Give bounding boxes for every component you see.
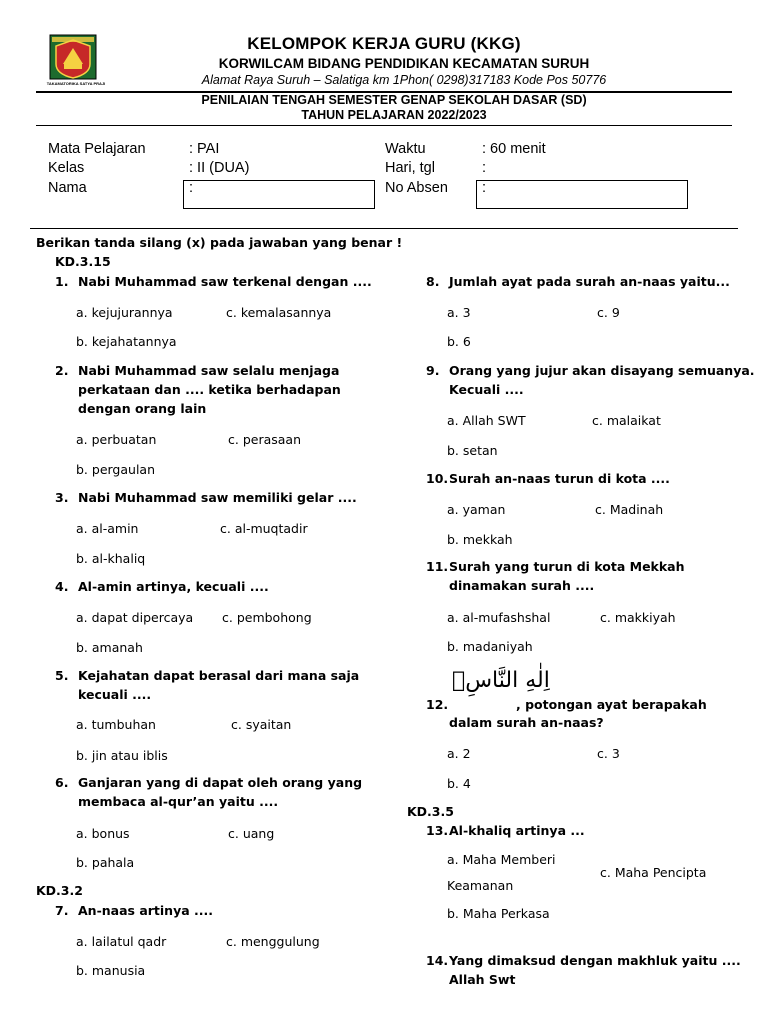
q6-text-line2: membaca al-qur’an yaitu .... bbox=[78, 794, 279, 809]
info-divider bbox=[30, 228, 738, 229]
q5-option-b[interactable]: b. jin atau iblis bbox=[76, 748, 168, 763]
q9-option-a[interactable]: a. Allah SWT bbox=[447, 413, 526, 428]
section-kd32: KD.3.2 bbox=[36, 883, 83, 898]
q13-option-a-cont: Keamanan bbox=[447, 878, 514, 893]
section-kd315: KD.3.15 bbox=[55, 254, 111, 269]
q4-text: Al-amin artinya, kecuali .... bbox=[78, 579, 269, 594]
q13-option-b[interactable]: b. Maha Perkasa bbox=[447, 906, 550, 921]
q12-text-line2: dalam surah an-naas? bbox=[449, 715, 604, 730]
q6-text-line1: Ganjaran yang di dapat oleh orang yang bbox=[78, 775, 363, 790]
header-divider bbox=[36, 125, 732, 126]
subject-value: : PAI bbox=[189, 141, 220, 157]
q2-option-c[interactable]: c. perasaan bbox=[228, 432, 301, 447]
q5-option-a[interactable]: a. tumbuhan bbox=[76, 717, 156, 732]
q6-number: 6. bbox=[55, 775, 69, 790]
q2-text-line2: perkataan dan .... ketika berhadapan bbox=[78, 382, 341, 397]
q11-option-a[interactable]: a. al-mufashshal bbox=[447, 610, 551, 625]
q2-option-b[interactable]: b. pergaulan bbox=[76, 462, 155, 477]
header-title: KELOMPOK KERJA GURU (KKG) bbox=[247, 34, 521, 53]
q6-option-b[interactable]: b. pahala bbox=[76, 855, 135, 870]
q6-option-a[interactable]: a. bonus bbox=[76, 826, 130, 841]
q1-option-c[interactable]: c. kemalasannya bbox=[226, 305, 332, 320]
q13-option-c[interactable]: c. Maha Pencipta bbox=[600, 865, 707, 880]
day-label: Hari, tgl bbox=[385, 160, 435, 176]
q3-option-b[interactable]: b. al-khaliq bbox=[76, 551, 146, 566]
name-value: : bbox=[189, 180, 194, 196]
q4-option-c[interactable]: c. pembohong bbox=[222, 610, 312, 625]
q2-option-a[interactable]: a. perbuatan bbox=[76, 432, 157, 447]
q14-text-line1: Yang dimaksud dengan makhluk yaitu .... bbox=[449, 953, 741, 968]
q2-number: 2. bbox=[55, 363, 69, 378]
q8-option-a[interactable]: a. 3 bbox=[447, 305, 471, 320]
time-value: : 60 menit bbox=[482, 141, 546, 157]
q7-text: An-naas artinya .... bbox=[78, 903, 214, 918]
q10-text: Surah an-naas turun di kota .... bbox=[449, 471, 670, 486]
q3-option-a[interactable]: a. al-amin bbox=[76, 521, 139, 536]
class-value: : II (DUA) bbox=[189, 160, 250, 176]
name-field[interactable] bbox=[183, 180, 375, 209]
header-address: Alamat Raya Suruh – Salatiga km 1Phon( 0298)317183 Kode Pos 50776 bbox=[201, 73, 607, 87]
q2-text-line1: Nabi Muhammad saw selalu menjaga bbox=[78, 363, 340, 378]
name-label: Nama bbox=[48, 180, 87, 196]
q12-arabic-verse: اِلٰهِ النَّاسِۙ bbox=[452, 668, 550, 693]
q3-text: Nabi Muhammad saw memiliki gelar .... bbox=[78, 490, 357, 505]
q14-number: 14. bbox=[426, 953, 449, 968]
time-label: Waktu bbox=[385, 141, 426, 157]
q9-text-line1: Orang yang jujur akan disayang semuanya. bbox=[449, 363, 755, 378]
q3-option-c[interactable]: c. al-muqtadir bbox=[220, 521, 308, 536]
class-label: Kelas bbox=[48, 160, 85, 176]
absen-label: No Absen bbox=[385, 180, 448, 196]
q9-number: 9. bbox=[426, 363, 440, 378]
subject-label: Mata Pelajaran bbox=[48, 141, 146, 157]
header-subtitle: KORWILCAM BIDANG PENDIDIKAN KECAMATAN SURUH bbox=[218, 56, 590, 71]
q5-text-line1: Kejahatan dapat berasal dari mana saja bbox=[78, 668, 360, 683]
q2-text-line3: dengan orang lain bbox=[78, 401, 207, 416]
q7-option-b[interactable]: b. manusia bbox=[76, 963, 146, 978]
q12-option-c[interactable]: c. 3 bbox=[597, 746, 620, 761]
q4-number: 4. bbox=[55, 579, 69, 594]
q3-number: 3. bbox=[55, 490, 69, 505]
q14-text-line2: Allah Swt bbox=[449, 972, 516, 987]
q13-option-a[interactable]: a. Maha Memberi bbox=[447, 852, 556, 867]
q12-number: 12. bbox=[426, 697, 449, 712]
absen-field[interactable] bbox=[476, 180, 688, 209]
q5-option-c[interactable]: c. syaitan bbox=[231, 717, 292, 732]
q9-option-b[interactable]: b. setan bbox=[447, 443, 498, 458]
q4-option-a[interactable]: a. dapat dipercaya bbox=[76, 610, 194, 625]
exam-year: TAHUN PELAJARAN 2022/2023 bbox=[301, 108, 487, 122]
q8-text: Jumlah ayat pada surah an-naas yaitu... bbox=[449, 274, 730, 289]
q8-option-b[interactable]: b. 6 bbox=[447, 334, 471, 349]
q6-option-c[interactable]: c. uang bbox=[228, 826, 275, 841]
q10-option-b[interactable]: b. mekkah bbox=[447, 532, 513, 547]
q10-option-a[interactable]: a. yaman bbox=[447, 502, 506, 517]
q10-number: 10. bbox=[426, 471, 449, 486]
q8-option-c[interactable]: c. 9 bbox=[597, 305, 620, 320]
q13-text: Al-khaliq artinya ... bbox=[449, 823, 585, 838]
q11-text-line2: dinamakan surah .... bbox=[449, 578, 595, 593]
q5-text-line2: kecuali .... bbox=[78, 687, 152, 702]
logo-caption: TAKAMATORIKA SATYA PRAJI bbox=[46, 81, 106, 86]
q12-text-line1: , potongan ayat berapakah bbox=[516, 697, 707, 712]
q1-option-a[interactable]: a. kejujurannya bbox=[76, 305, 173, 320]
exam-title: PENILAIAN TENGAH SEMESTER GENAP SEKOLAH DASAR (SD) bbox=[201, 93, 587, 107]
q1-option-b[interactable]: b. kejahatannya bbox=[76, 334, 177, 349]
q12-option-b[interactable]: b. 4 bbox=[447, 776, 471, 791]
q4-option-b[interactable]: b. amanah bbox=[76, 640, 143, 655]
q1-number: 1. bbox=[55, 274, 69, 289]
q11-option-b[interactable]: b. madaniyah bbox=[447, 639, 533, 654]
q9-text-line2: Kecuali .... bbox=[449, 382, 524, 397]
q1-text: Nabi Muhammad saw terkenal dengan .... bbox=[78, 274, 372, 289]
q13-number: 13. bbox=[426, 823, 449, 838]
q11-number: 11. bbox=[426, 559, 449, 574]
q12-option-a[interactable]: a. 2 bbox=[447, 746, 471, 761]
q7-option-a[interactable]: a. lailatul qadr bbox=[76, 934, 167, 949]
q8-number: 8. bbox=[426, 274, 440, 289]
instruction: Berikan tanda silang (x) pada jawaban yang benar ! bbox=[36, 235, 403, 250]
q5-number: 5. bbox=[55, 668, 69, 683]
q11-option-c[interactable]: c. makkiyah bbox=[600, 610, 676, 625]
day-value: : bbox=[482, 160, 487, 176]
q9-option-c[interactable]: c. malaikat bbox=[592, 413, 661, 428]
q11-text-line1: Surah yang turun di kota Mekkah bbox=[449, 559, 685, 574]
q10-option-c[interactable]: c. Madinah bbox=[595, 502, 664, 517]
absen-value: : bbox=[482, 180, 487, 196]
q7-number: 7. bbox=[55, 903, 69, 918]
section-kd35: KD.3.5 bbox=[407, 804, 454, 819]
q7-option-c[interactable]: c. menggulung bbox=[226, 934, 320, 949]
